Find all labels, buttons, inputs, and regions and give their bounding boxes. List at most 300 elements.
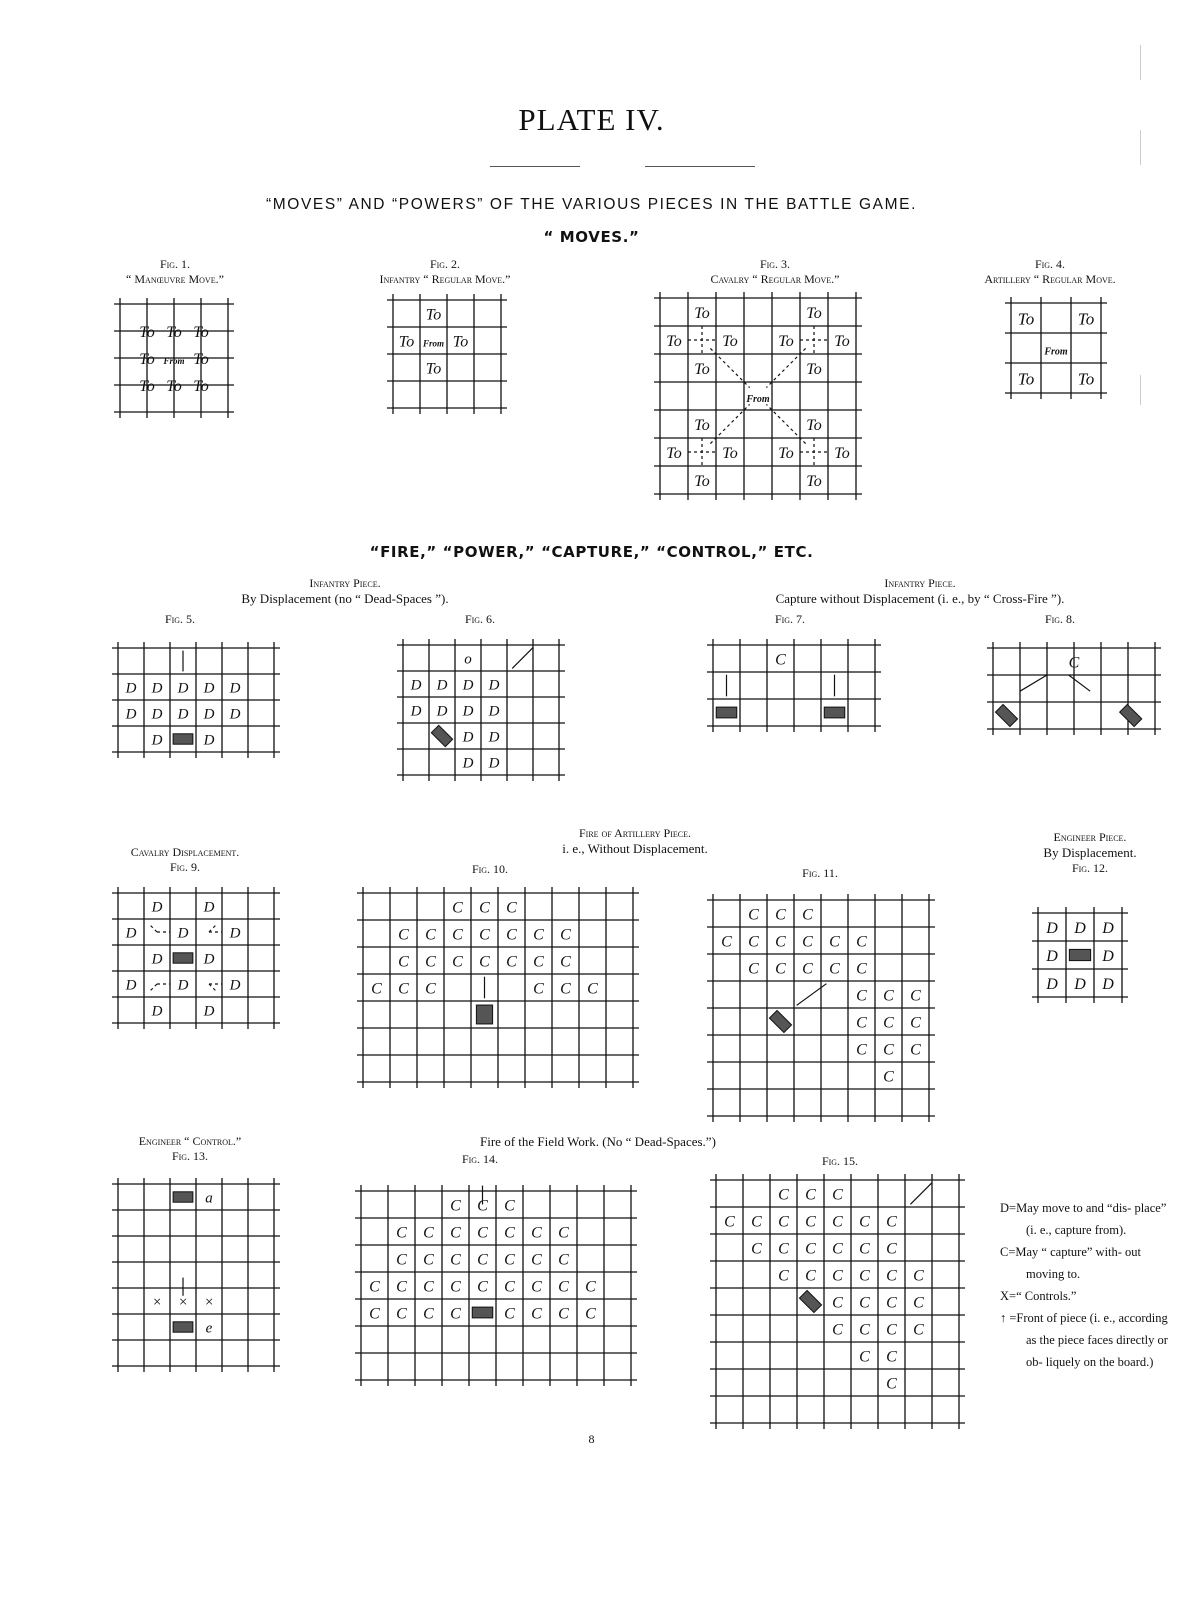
fig11-number: Fig. 11. — [802, 866, 838, 880]
fig4-caption: Artillery “ Regular Move. — [984, 272, 1116, 286]
cell-label-c: C — [748, 960, 759, 978]
cell-label-c: C — [450, 1197, 461, 1215]
g8-svg — [985, 640, 1163, 737]
cell-label-c: C — [477, 1197, 488, 1215]
legend-x: X=“ Controls.” — [1000, 1289, 1077, 1303]
fig13-caption: Engineer “ Control.” — [138, 1134, 242, 1148]
cell-label-d: D — [203, 732, 215, 749]
cell-label-c: C — [423, 1224, 434, 1242]
fig3-label — [650, 257, 900, 287]
cell-label-c: C — [560, 953, 571, 971]
cell-label-to: To — [666, 333, 682, 351]
cell-label-c: C — [913, 1267, 924, 1285]
g9-svg — [110, 885, 282, 1031]
cell-label-c: C — [558, 1278, 569, 1296]
cell-label-c: C — [533, 980, 544, 998]
legend-front — [1000, 1307, 1170, 1373]
fig7-board — [705, 637, 883, 734]
cell-label-d: D — [203, 706, 215, 723]
cell-label-to: To — [694, 305, 710, 323]
cell-label-c: C — [886, 1348, 897, 1366]
cell-label-c: C — [748, 906, 759, 924]
fig9-board — [110, 885, 282, 1031]
g7-svg — [705, 637, 883, 734]
deco-rule-right — [645, 166, 755, 167]
cell-label-d: D — [1046, 976, 1058, 994]
cell-label-c: C — [504, 1278, 515, 1296]
cell-label-o: o — [464, 651, 472, 668]
cell-label-c: C — [452, 899, 463, 917]
art-fire-group — [500, 826, 770, 857]
cell-label-from: From — [746, 394, 770, 406]
cell-label-c: C — [859, 1294, 870, 1312]
fig13-board — [110, 1176, 282, 1374]
cell-label-c: C — [802, 960, 813, 978]
cell-label-c: C — [558, 1305, 569, 1323]
cell-label-c: C — [775, 933, 786, 951]
cell-label-to: To — [694, 417, 710, 435]
cell-label-to: To — [193, 323, 209, 341]
cell-label-c: C — [477, 1251, 488, 1269]
fig1-number: Fig. 1. — [159, 257, 191, 271]
g15-svg — [708, 1172, 967, 1431]
cell-label-c: C — [748, 933, 759, 951]
move-path — [209, 924, 217, 932]
cell-label-c: C — [910, 1041, 921, 1059]
cell-label-c: C — [886, 1240, 897, 1258]
fig9-label — [95, 845, 275, 875]
fig13-number: Fig. 13. — [171, 1149, 209, 1163]
cell-label-to: To — [722, 445, 738, 463]
fig10-board — [355, 885, 641, 1090]
cell-label-c: C — [775, 651, 786, 669]
cell-label-to: To — [778, 333, 794, 351]
fig13-label — [100, 1134, 280, 1164]
cell-label-c: C — [396, 1224, 407, 1242]
cell-label-c: C — [910, 1014, 921, 1032]
cell-label-c: C — [856, 1041, 867, 1059]
cell-label-d: D — [488, 755, 500, 772]
cell-label-c: C — [832, 1240, 843, 1258]
cell-label-d: D — [151, 680, 163, 697]
g4-svg — [1003, 295, 1109, 401]
cell-label-d: D — [229, 706, 241, 723]
piece-marker — [476, 1005, 492, 1024]
cell-label-c: C — [778, 1267, 789, 1285]
fig12-caption1: Engineer Piece. — [1053, 830, 1127, 844]
g10-svg — [355, 885, 641, 1090]
g1-svg — [112, 296, 236, 420]
cell-label-c: C — [802, 906, 813, 924]
cell-label-x: × — [203, 1294, 215, 1311]
cell-label-d: D — [203, 1003, 215, 1020]
cell-label-d: D — [410, 703, 422, 720]
g14-svg — [353, 1183, 639, 1388]
g2-svg — [385, 292, 509, 416]
cell-label-c: C — [913, 1294, 924, 1312]
cell-label-c: C — [558, 1224, 569, 1242]
inf-disp-sub: By Displacement (no “ Dead-Spaces ”). — [241, 591, 449, 606]
cell-label-to: To — [806, 473, 822, 491]
art-fire-title: Fire of Artillery Piece. — [579, 826, 691, 840]
cell-label-d: D — [177, 706, 189, 723]
cell-label-d: D — [1046, 948, 1058, 966]
cell-label-c: C — [778, 1240, 789, 1258]
g5-svg — [110, 640, 282, 760]
fig12-label — [1020, 830, 1160, 876]
cell-label-c: C — [832, 1213, 843, 1231]
cell-label-d: D — [1046, 920, 1058, 938]
move-path — [149, 984, 157, 992]
cell-label-c: C — [775, 906, 786, 924]
cell-label-c: C — [886, 1294, 897, 1312]
fig5-number: Fig. 5. — [164, 612, 196, 626]
cell-label-c: C — [886, 1213, 897, 1231]
cell-label-to: To — [778, 445, 794, 463]
fig5-board — [110, 640, 282, 760]
cell-label-d: D — [462, 755, 474, 772]
cell-label-to: To — [1077, 369, 1095, 389]
cell-label-c: C — [585, 1278, 596, 1296]
fig2-board — [385, 292, 509, 416]
fig10-number: Fig. 10. — [471, 862, 509, 876]
fig6-board — [395, 637, 567, 783]
cell-label-c: C — [856, 1014, 867, 1032]
fig12-board — [1030, 905, 1130, 1005]
margin-mark — [1140, 375, 1141, 405]
cell-label-to: To — [1077, 309, 1095, 329]
g11-svg — [705, 892, 937, 1124]
inf-disp-group — [170, 576, 520, 607]
cell-label-c: C — [477, 1224, 488, 1242]
cell-label-c: C — [883, 1014, 894, 1032]
cell-label-c: C — [751, 1213, 762, 1231]
cell-label-c: C — [883, 1041, 894, 1059]
inf-cross-group — [720, 576, 1120, 607]
legend-front-text: =Front of piece (i. e., according as the piece faces directly or ob- liquely on the board.) — [1009, 1311, 1168, 1369]
cell-label-d: D — [488, 703, 500, 720]
cell-label-c: C — [805, 1240, 816, 1258]
move-path — [149, 924, 157, 932]
cell-label-to: To — [834, 333, 850, 351]
piece-marker — [1069, 949, 1090, 960]
fig7-number: Fig. 7. — [774, 612, 806, 626]
cell-label-to: To — [166, 377, 182, 395]
cell-label-c: C — [886, 1267, 897, 1285]
cell-label-d: D — [151, 732, 163, 749]
cell-label-c: C — [832, 1321, 843, 1339]
g12-svg — [1030, 905, 1130, 1005]
g13-svg — [110, 1176, 282, 1374]
cell-label-c: C — [886, 1375, 897, 1393]
cell-label-c: C — [425, 980, 436, 998]
cell-label-to: To — [1017, 309, 1035, 329]
legend-c: C=May “ capture” with- out moving to. — [1000, 1245, 1142, 1281]
fig14-board — [353, 1183, 639, 1388]
piece-marker — [995, 704, 1017, 726]
cell-label-d: D — [436, 677, 448, 694]
fig11-board — [705, 892, 937, 1124]
cell-label-c: C — [396, 1305, 407, 1323]
cell-label-c: C — [452, 926, 463, 944]
fig12-number: Fig. 12. — [1071, 861, 1109, 875]
cell-label-d: D — [488, 677, 500, 694]
cell-label-d: D — [462, 729, 474, 746]
fig3-number: Fig. 3. — [759, 257, 791, 271]
cell-label-d: D — [125, 706, 137, 723]
cell-label-to: To — [425, 360, 442, 378]
cell-label-d: D — [462, 677, 474, 694]
fig1-label — [90, 257, 260, 287]
cell-label-c: C — [452, 953, 463, 971]
margin-mark — [1140, 45, 1141, 80]
cell-label-c: C — [398, 980, 409, 998]
cell-label-to: To — [139, 323, 155, 341]
piece-marker — [173, 1192, 193, 1202]
cell-label-to: To — [193, 350, 209, 368]
cell-label-c: C — [450, 1251, 461, 1269]
fig15-number: Fig. 15. — [821, 1154, 859, 1168]
piece-marker — [173, 953, 193, 963]
fig8-number: Fig. 8. — [1044, 612, 1076, 626]
fig4-number: Fig. 4. — [1034, 257, 1066, 271]
cell-label-d: D — [177, 925, 189, 942]
legend — [1000, 1197, 1170, 1373]
cell-label-c: C — [450, 1224, 461, 1242]
cell-label-c: C — [450, 1278, 461, 1296]
cell-label-c: C — [778, 1186, 789, 1204]
inf-cross-sub: Capture without Displacement (i. e., by “ Cross-Fire ”). — [775, 591, 1065, 606]
cell-label-to: To — [1017, 369, 1035, 389]
cell-label-c: C — [859, 1321, 870, 1339]
inf-cross-title: Infantry Piece. — [884, 576, 956, 590]
cell-label-to: To — [166, 323, 182, 341]
cell-label-d: D — [410, 677, 422, 694]
cell-label-d: D — [125, 925, 137, 942]
cell-label-to: To — [806, 417, 822, 435]
move-path — [209, 984, 217, 992]
moves-heading: “ MOVES.” — [543, 228, 640, 246]
cell-label-c: C — [398, 926, 409, 944]
cell-label-d: D — [203, 951, 215, 968]
fig2-number: Fig. 2. — [429, 257, 461, 271]
cell-label-e: e — [205, 1320, 213, 1337]
cell-label-d: D — [177, 680, 189, 697]
cell-label-c: C — [751, 1240, 762, 1258]
cell-label-c: C — [371, 980, 382, 998]
fig9-caption: Cavalry Displacement. — [130, 845, 240, 859]
fig3-board — [652, 290, 864, 502]
cell-label-c: C — [560, 980, 571, 998]
cell-label-c: C — [558, 1251, 569, 1269]
cell-label-c: C — [531, 1251, 542, 1269]
fig6-number: Fig. 6. — [464, 612, 496, 626]
cell-label-c: C — [805, 1186, 816, 1204]
cell-label-c: C — [829, 960, 840, 978]
cell-label-d: D — [1102, 976, 1114, 994]
fig9-number: Fig. 9. — [169, 860, 201, 874]
cell-label-c: C — [856, 987, 867, 1005]
cell-label-d: D — [151, 1003, 163, 1020]
cell-label-d: D — [203, 899, 215, 916]
fire-heading: “FIRE,” “POWER,” “CAPTURE,” “CONTROL,” ETC. — [369, 543, 814, 561]
cell-label-c: C — [369, 1278, 380, 1296]
fig8-board — [985, 640, 1163, 737]
piece-marker — [824, 707, 845, 718]
cell-label-c: C — [423, 1251, 434, 1269]
piece-marker — [472, 1307, 493, 1318]
piece-marker — [769, 1010, 791, 1032]
cell-label-c: C — [506, 926, 517, 944]
cell-label-c: C — [832, 1186, 843, 1204]
cell-label-c: C — [585, 1305, 596, 1323]
fig1-caption: “ Manœuvre Move.” — [126, 272, 224, 286]
cell-label-d: D — [229, 977, 241, 994]
fig4-label — [950, 257, 1150, 287]
cell-label-to: To — [193, 377, 209, 395]
cell-label-c: C — [506, 899, 517, 917]
front-arrow — [1069, 675, 1091, 691]
cell-label-c: C — [859, 1348, 870, 1366]
cell-label-d: D — [177, 977, 189, 994]
front-arrow — [1020, 675, 1047, 691]
cell-label-c: C — [859, 1240, 870, 1258]
cell-label-c: C — [479, 953, 490, 971]
cell-label-c: C — [856, 960, 867, 978]
cell-label-d: D — [151, 706, 163, 723]
cell-label-c: C — [886, 1321, 897, 1339]
margin-mark — [1140, 130, 1141, 165]
cell-label-c: C — [396, 1278, 407, 1296]
deco-rule-left — [490, 166, 580, 167]
g3-svg — [652, 290, 864, 502]
cell-label-from: From — [163, 355, 185, 366]
cell-label-d: D — [203, 680, 215, 697]
cell-label-c: C — [425, 953, 436, 971]
cell-label-c: C — [504, 1224, 515, 1242]
cell-label-d: D — [1074, 976, 1086, 994]
cell-label-c: C — [531, 1305, 542, 1323]
cell-label-c: C — [778, 1213, 789, 1231]
cell-label-c: C — [832, 1294, 843, 1312]
legend-d: D=May move to and “dis- place” (i. e., capture from). — [1000, 1201, 1167, 1237]
cell-label-from: From — [1044, 346, 1068, 358]
cell-label-to: To — [694, 473, 710, 491]
cell-label-d: D — [125, 680, 137, 697]
cell-label-d: D — [151, 899, 163, 916]
g6-svg — [395, 637, 567, 783]
cell-label-d: D — [229, 925, 241, 942]
cell-label-c: C — [859, 1213, 870, 1231]
piece-marker — [173, 734, 193, 744]
cell-label-to: To — [806, 361, 822, 379]
front-arrow — [512, 648, 533, 669]
fig15-board — [708, 1172, 967, 1431]
plate-title: PLATE IV. — [518, 102, 665, 137]
cell-label-c: C — [396, 1251, 407, 1269]
cell-label-c: C — [531, 1278, 542, 1296]
cell-label-c: C — [398, 953, 409, 971]
fig14-number: Fig. 14. — [461, 1152, 499, 1166]
cell-label-x: × — [151, 1294, 163, 1311]
cell-label-to: To — [834, 445, 850, 463]
cell-label-c: C — [533, 926, 544, 944]
plate-subtitle: “MOVES” AND “POWERS” OF THE VARIOUS PIECES IN THE BATTLE GAME. — [266, 196, 917, 213]
cell-label-c: C — [859, 1267, 870, 1285]
fig2-label — [330, 257, 560, 287]
cell-label-d: D — [488, 729, 500, 746]
cell-label-c: C — [369, 1305, 380, 1323]
inf-disp-title: Infantry Piece. — [309, 576, 381, 590]
cell-label-d: D — [436, 703, 448, 720]
cell-label-c: C — [832, 1267, 843, 1285]
cell-label-c: C — [721, 933, 732, 951]
cell-label-to: To — [694, 361, 710, 379]
fieldwork-caption: Fire of the Field Work. (No “ Dead-Spaces.”) — [480, 1134, 716, 1149]
cell-label-to: To — [806, 305, 822, 323]
cell-label-c: C — [775, 960, 786, 978]
cell-label-c: C — [477, 1278, 488, 1296]
piece-marker — [173, 1322, 193, 1332]
cell-label-c: C — [910, 987, 921, 1005]
page-number: 8 — [588, 1432, 595, 1446]
cell-label-to: To — [398, 333, 415, 351]
piece-marker — [431, 725, 452, 746]
front-arrow — [797, 984, 827, 1006]
cell-label-a: a — [205, 1190, 213, 1207]
cell-label-from: From — [422, 338, 445, 349]
piece-marker — [716, 707, 737, 718]
cell-label-to: To — [452, 333, 469, 351]
cell-label-c: C — [423, 1305, 434, 1323]
fig12-caption2: By Displacement. — [1043, 845, 1137, 860]
cell-label-d: D — [125, 977, 137, 994]
cell-label-c: C — [805, 1213, 816, 1231]
cell-label-c: C — [883, 987, 894, 1005]
cell-label-c: C — [450, 1305, 461, 1323]
cell-label-c: C — [1068, 654, 1080, 672]
fig1-board — [112, 296, 236, 420]
cell-label-d: D — [1102, 948, 1114, 966]
cell-label-d: D — [1074, 920, 1086, 938]
cell-label-c: C — [802, 933, 813, 951]
cell-label-d: D — [151, 951, 163, 968]
cell-label-c: C — [533, 953, 544, 971]
art-fire-sub: i. e., Without Displacement. — [562, 841, 708, 856]
piece-marker — [799, 1290, 821, 1312]
fig2-caption: Infantry “ Regular Move.” — [379, 272, 511, 286]
cell-label-c: C — [479, 899, 490, 917]
cell-label-c: C — [856, 933, 867, 951]
cell-label-c: C — [913, 1321, 924, 1339]
cell-label-to: To — [139, 350, 155, 368]
piece-marker — [1120, 704, 1142, 726]
cell-label-d: D — [229, 680, 241, 697]
cell-label-c: C — [805, 1267, 816, 1285]
cell-label-c: C — [587, 980, 598, 998]
fig3-caption: Cavalry “ Regular Move.” — [710, 272, 840, 286]
cell-label-to: To — [666, 445, 682, 463]
cell-label-c: C — [504, 1197, 515, 1215]
cell-label-c: C — [479, 926, 490, 944]
cell-label-c: C — [829, 933, 840, 951]
cell-label-to: To — [139, 377, 155, 395]
cell-label-c: C — [425, 926, 436, 944]
cell-label-c: C — [560, 926, 571, 944]
cell-label-c: C — [506, 953, 517, 971]
cell-label-c: C — [531, 1224, 542, 1242]
cell-label-to: To — [425, 306, 442, 324]
